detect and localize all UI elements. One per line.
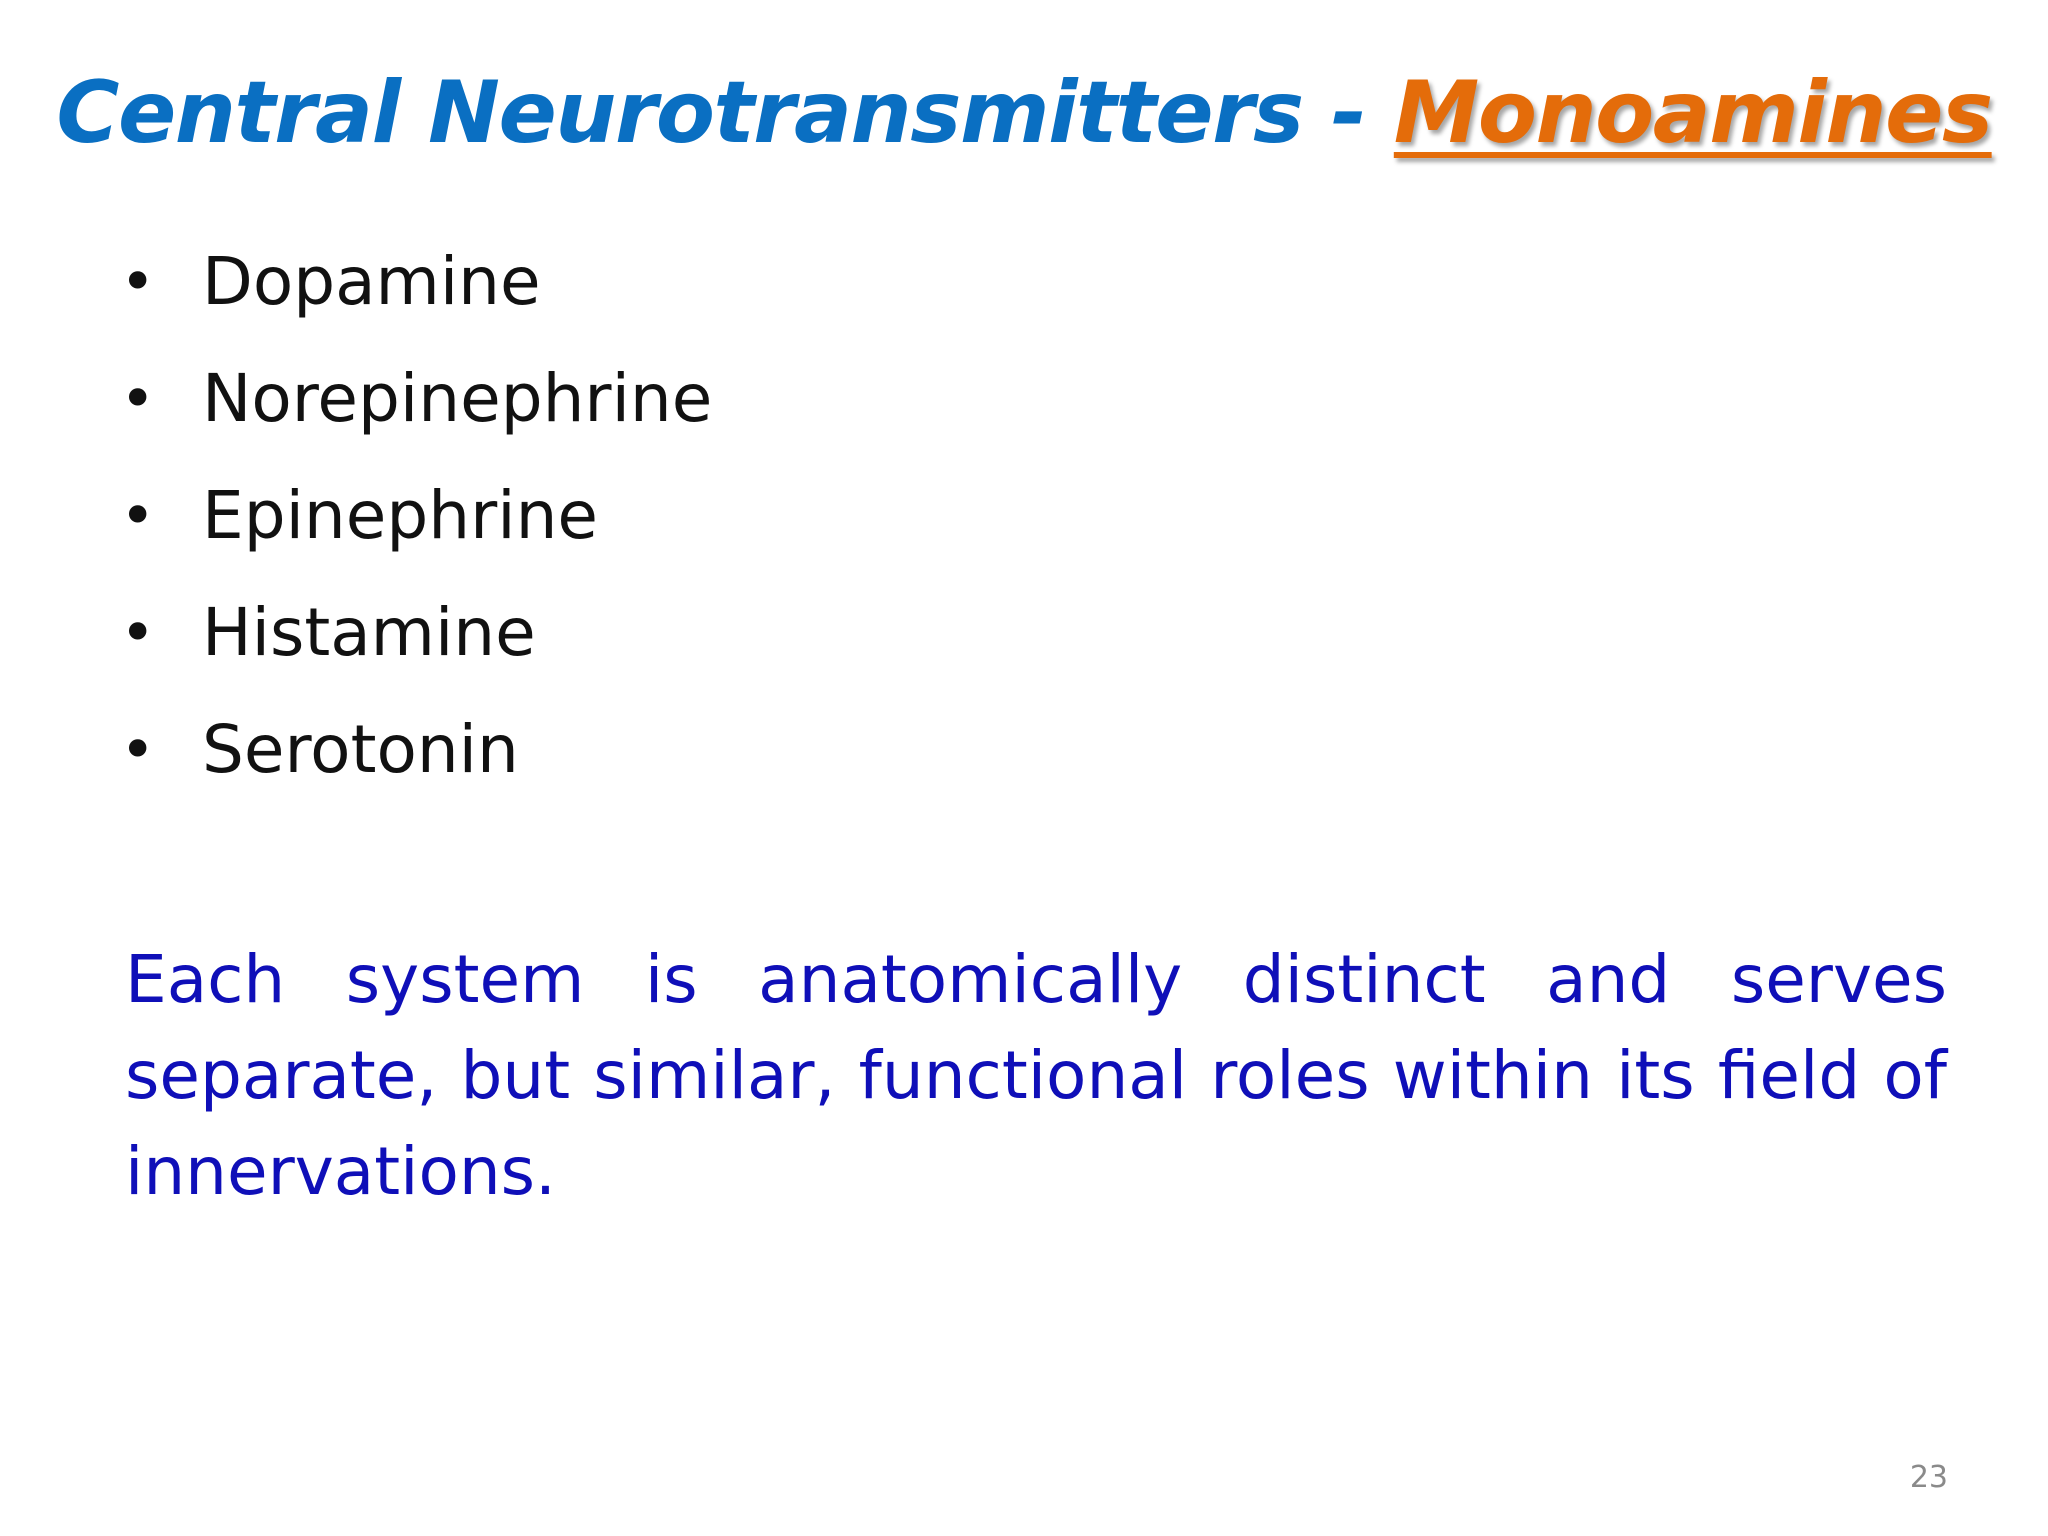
title-accent-text: Monoamines	[1393, 63, 1992, 163]
bullet-text: Histamine	[202, 594, 536, 671]
bullet-icon: •	[120, 364, 156, 434]
bullet-icon: •	[120, 247, 156, 317]
bullet-icon: •	[120, 481, 156, 551]
bullet-icon: •	[120, 598, 156, 668]
bullet-text: Norepinephrine	[202, 360, 713, 437]
title-main-text: Central Neurotransmitters -	[56, 63, 1394, 163]
bullet-icon: •	[120, 715, 156, 785]
bullet-text: Serotonin	[202, 711, 519, 788]
summary-paragraph: Each system is anatomically distinct and serves separate, but similar, functional roles within its field of innervations.	[125, 941, 1947, 1210]
page-number: 23	[1909, 1460, 1948, 1495]
bullet-text: Epinephrine	[202, 477, 598, 554]
slide-title	[0, 62, 2048, 165]
bullet-text: Dopamine	[202, 243, 541, 320]
